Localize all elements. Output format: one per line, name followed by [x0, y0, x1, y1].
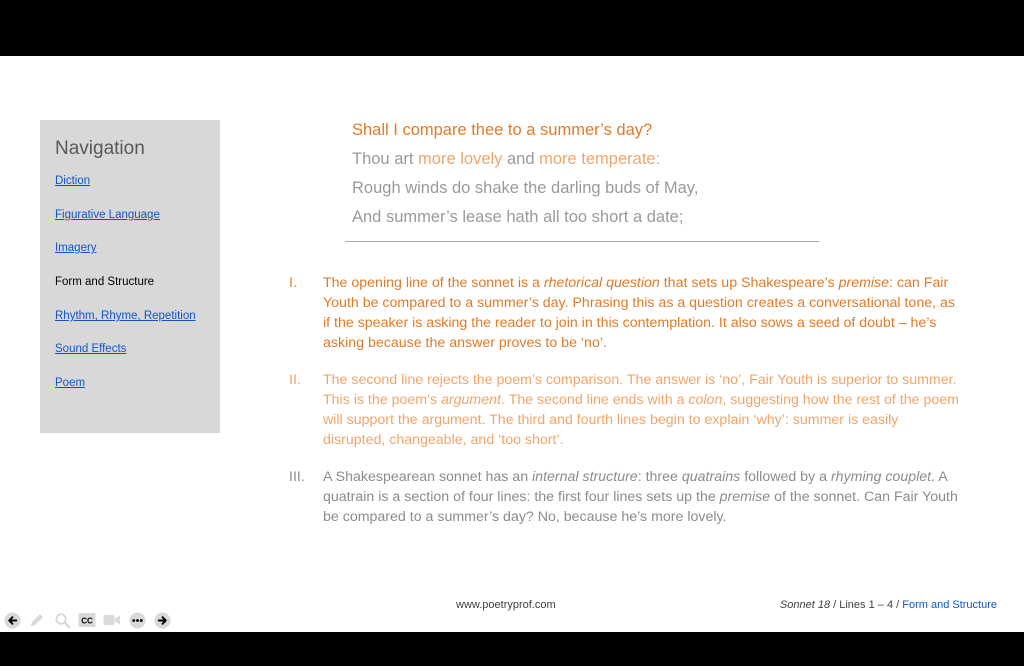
closed-captions-label: CC	[81, 616, 93, 626]
analysis-item	[289, 370, 959, 450]
analysis-numeral: II.	[289, 372, 301, 388]
nav-item-imagery[interactable]: Imagery	[55, 242, 97, 254]
back-arrow-icon[interactable]	[3, 611, 21, 629]
player-toolbar	[3, 611, 178, 629]
closed-captions-icon[interactable]	[78, 611, 96, 629]
poem-line-3: Rough winds do shake the darling buds of May,	[352, 179, 699, 197]
more-options-icon[interactable]	[128, 611, 146, 629]
poem-highlight-more-lovely: more lovely	[418, 150, 503, 168]
poem-excerpt	[352, 116, 698, 232]
analysis-numeral: III.	[289, 469, 305, 485]
zoom-icon[interactable]	[53, 611, 71, 629]
analysis-text: The second line rejects the poem’s comparison. The answer is ‘no’, Fair Youth is superior to summer. This is the poem’s argument. The second line ends with a colon, suggesting how the rest of the poem will support the argument. The third and fourth lines begin to explain ‘why’: summer is easily disrupted, changeable, and ‘too short’.	[323, 372, 959, 448]
navigation-panel	[40, 120, 220, 433]
analysis-text: The opening line of the sonnet is a rhetorical question that sets up Shakespeare’s premise: can Fair Youth be compared to a summer’s day. Phrasing this as a question creates a conversational tone, as if the speaker is asking the reader to join in this contemplation. It also sows a seed of doubt – he’s asking because the answer proves to be ‘no’.	[323, 275, 955, 351]
divider	[345, 241, 819, 242]
nav-item-rhythm-rhyme-repetition[interactable]: Rhythm, Rhyme, Repetition	[55, 310, 196, 322]
poem-highlight-more-temperate: more temperate:	[539, 150, 661, 168]
analysis-item	[289, 273, 959, 353]
footer-website: www.poetryprof.com	[456, 599, 556, 611]
nav-item-form-and-structure: Form and Structure	[55, 276, 155, 288]
poem-line-4: And summer’s lease hath all too short a date;	[352, 208, 684, 226]
breadcrumb-current-section: Form and Structure	[902, 599, 997, 611]
poem-line-1: Shall I compare thee to a summer’s day?	[352, 121, 653, 139]
navigation-title: Navigation	[55, 138, 145, 159]
pen-icon[interactable]	[28, 611, 46, 629]
breadcrumb-work-title: Sonnet 18	[779, 599, 831, 611]
nav-item-diction[interactable]: Diction	[55, 175, 91, 187]
analysis-item	[289, 467, 959, 527]
analysis-list	[289, 273, 959, 527]
analysis-numeral: I.	[289, 275, 297, 291]
footer-breadcrumb	[780, 599, 997, 611]
slide	[0, 56, 1024, 632]
nav-item-poem[interactable]: Poem	[55, 377, 86, 389]
forward-arrow-icon[interactable]	[153, 611, 171, 629]
video-camera-icon[interactable]	[103, 611, 121, 629]
poem-line-2-part: Thou art	[352, 150, 419, 168]
analysis-text: A Shakespearean sonnet has an internal structure: three quatrains followed by a rhyming couplet. A quatrain is a section of four lines: the first four lines sets up the premise of the sonnet. Can Fair Youth be compared to a summer’s day? No, because he’s more lovely.	[323, 469, 958, 525]
poem-line-2	[352, 145, 698, 174]
nav-item-sound-effects[interactable]: Sound Effects	[55, 343, 127, 355]
poem-line-2-part: and	[502, 150, 540, 168]
breadcrumb-separator: / Lines 1 – 4 /	[830, 599, 903, 611]
nav-item-figurative-language[interactable]: Figurative Language	[55, 209, 160, 221]
